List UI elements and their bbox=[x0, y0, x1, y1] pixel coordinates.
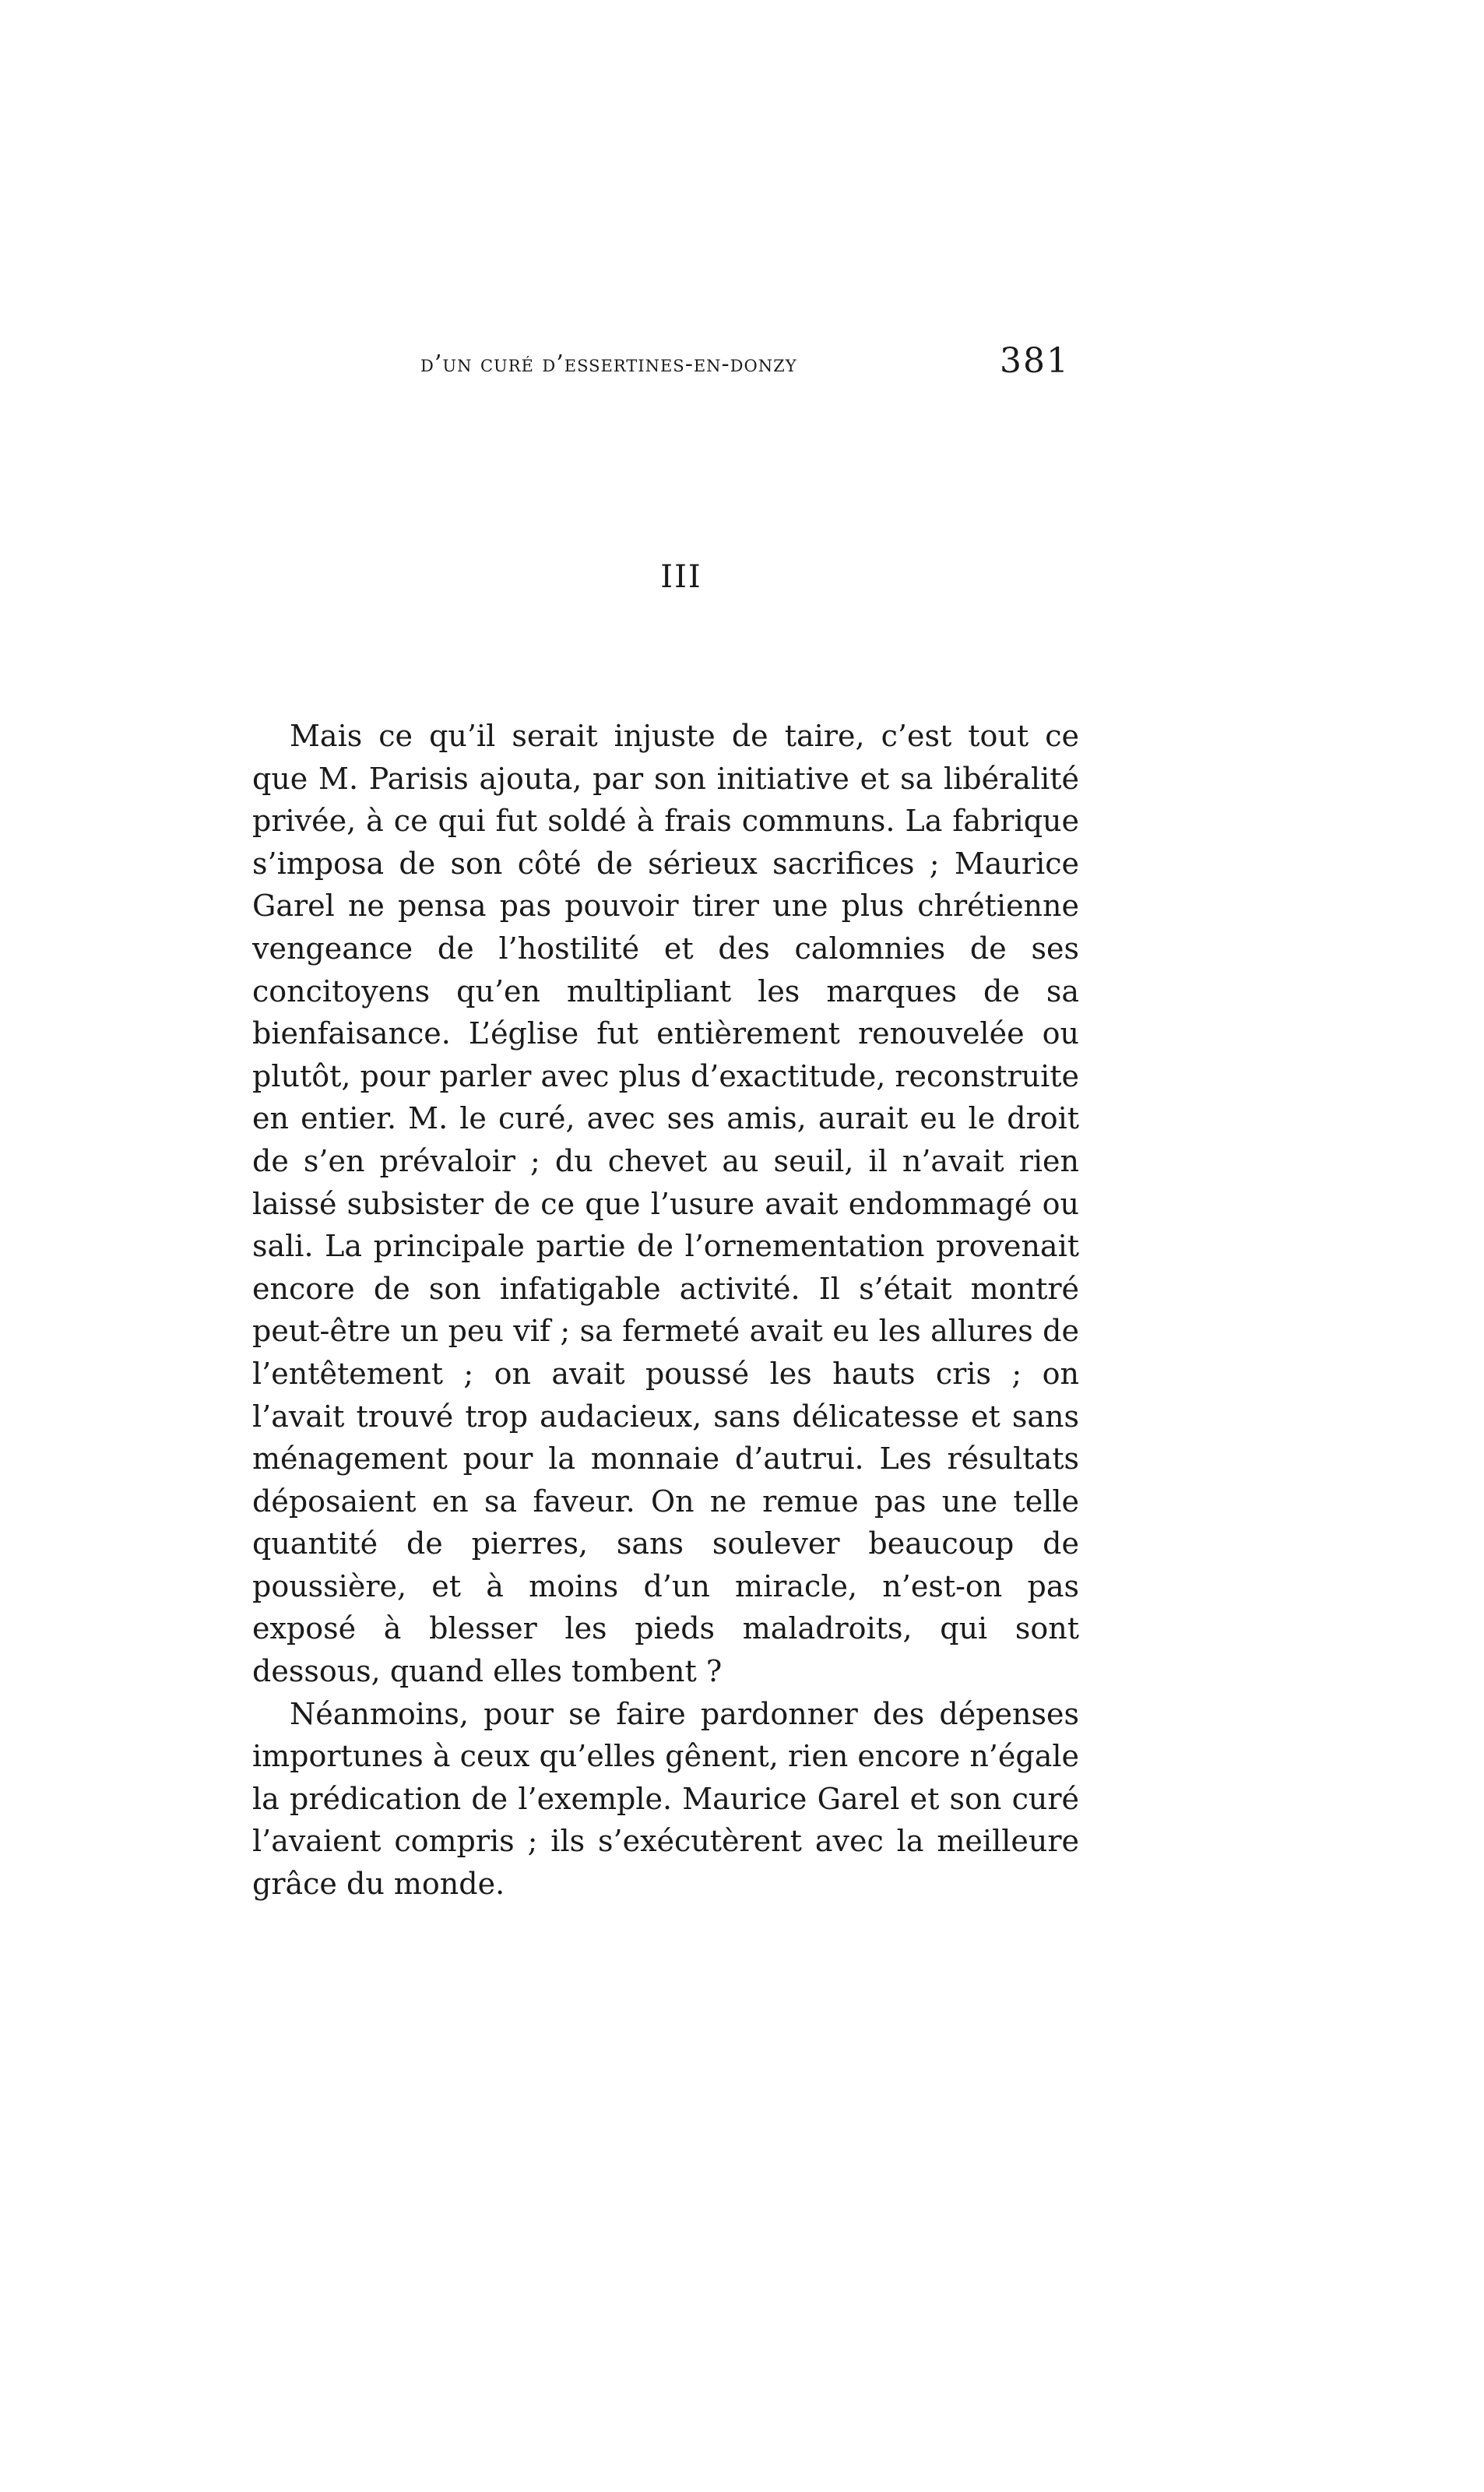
body-text bbox=[252, 715, 1079, 1906]
paragraph: Néanmoins, pour se faire pardonner des dépenses importunes à ceux qu’elles gênent, rien encore n’égale la prédication de l’exemple. Maurice Garel et son curé l’avaient compris ; ils s’exécutèrent avec la meilleure grâce du monde. bbox=[252, 1696, 1079, 1902]
running-head bbox=[420, 341, 1074, 388]
paragraph: Mais ce qu’il serait injuste de taire, c’est tout ce que M. Parisis ajouta, par son initiative et sa libéralité privée, à ce qui fut soldé à frais communs. La fabrique s’imposa de son côté de sérieux sacrifices ; Maurice Garel ne pensa pas pouvoir tirer une plus chrétienne vengeance de l’hostilité et des calomnies de ses concitoyens qu’en multipliant les marques de sa bienfaisance. L’église fut entièrement renouvelée ou plutôt, pour parler avec plus d’exactitude, reconstruite en entier. M. le curé, avec ses amis, aurait eu le droit de s’en prévaloir ; du chevet au seuil, il n’avait rien laissé subsister de ce que l’usure avait endommagé ou sali. La principale partie de l’ornementation provenait encore de son infatigable activité. Il s’était montré peut-être un peu vif ; sa fermeté avait eu les allures de l’entêtement ; on avait poussé les hauts cris ; on l’avait trouvé trop audacieux, sans délicatesse et sans ménagement pour la monnaie d’autrui. Les résultats déposaient en sa faveur. On ne remue pas une telle quantité de pierres, sans soulever beaucoup de poussière, et à moins d’un miracle, n’est-on pas exposé à blesser les pieds maladroits, qui sont dessous, quand elles tombent ? bbox=[252, 719, 1079, 1689]
page-number: 381 bbox=[1000, 341, 1070, 381]
section-number: III bbox=[660, 559, 702, 595]
running-title: d’un curé d’essertines-en-donzy bbox=[420, 350, 797, 378]
